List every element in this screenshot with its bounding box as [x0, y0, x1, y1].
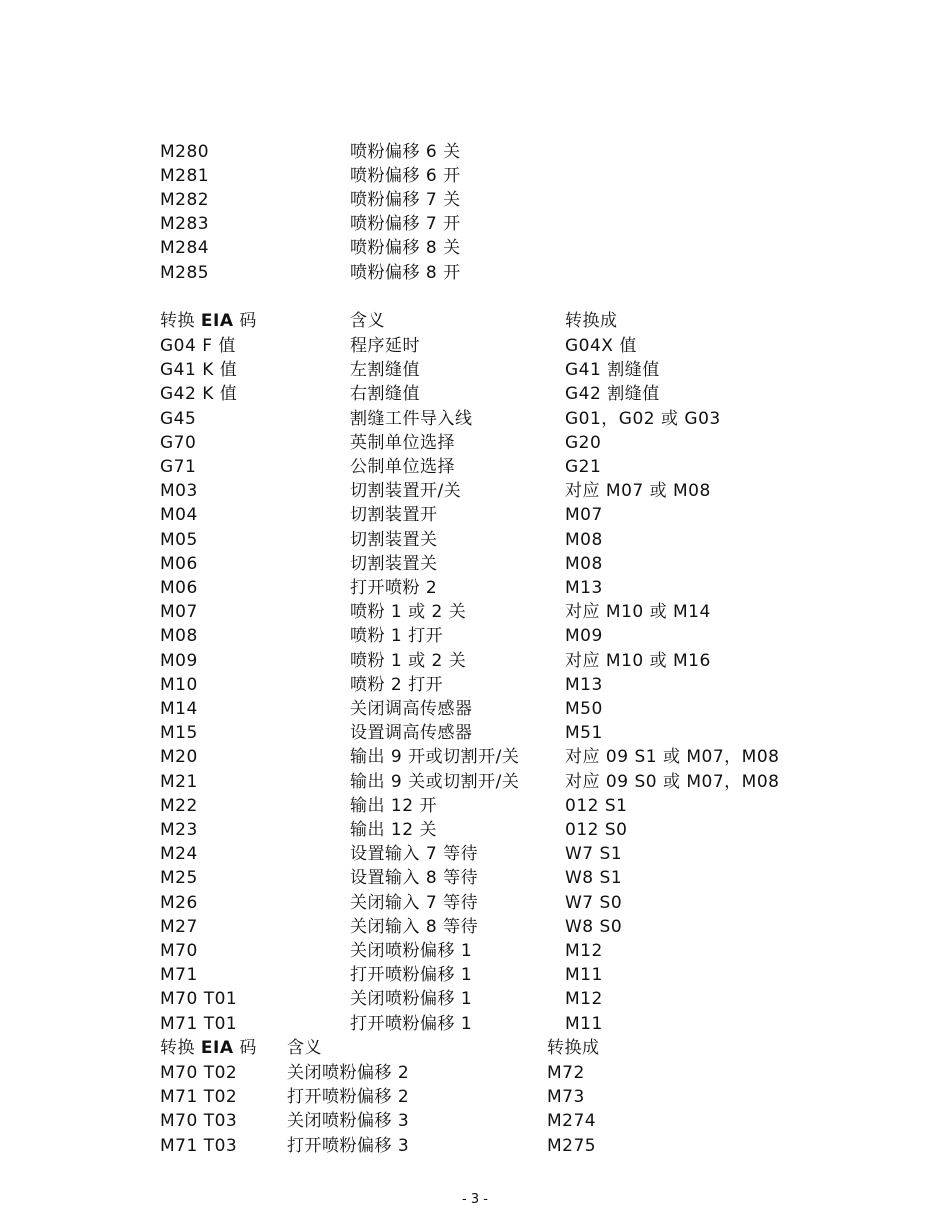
cell-convert: M73 — [547, 1087, 585, 1108]
table-row — [0, 842, 950, 866]
cell-convert: M275 — [547, 1135, 597, 1156]
cell-meaning: 切割装置关 — [350, 553, 438, 574]
table-row — [0, 818, 950, 842]
cell-convert: G01，G02 或 G03 — [565, 408, 721, 429]
table-row — [0, 552, 950, 576]
table-row — [0, 673, 950, 697]
cell-meaning: 输出 9 关或切割开/关 — [350, 771, 520, 792]
cell-convert: M72 — [547, 1063, 585, 1083]
cell-code: M22 — [160, 795, 198, 816]
table-row — [0, 1061, 950, 1085]
cell-code: M21 — [160, 771, 198, 792]
table-row — [0, 528, 950, 552]
cell-code: M06 — [160, 578, 198, 598]
cell-code: M71 — [160, 965, 198, 986]
cell-convert: M13 — [565, 578, 603, 598]
table-row — [0, 600, 950, 624]
cell-meaning: 关闭喷粉偏移 1 — [350, 941, 473, 961]
table-row — [0, 624, 950, 648]
table-row — [0, 576, 950, 600]
cell-meaning: 设置调高传感器 — [350, 723, 473, 744]
cell-code: M07 — [160, 602, 198, 623]
cell-convert: M11 — [565, 1013, 603, 1034]
cell-code: M23 — [160, 820, 198, 840]
cell-code: M283 — [160, 214, 210, 235]
cell-convert: 对应 M10 或 M16 — [565, 650, 711, 671]
cell-meaning: 打开喷粉偏移 1 — [350, 1013, 473, 1034]
cell-code: G04 F 值 — [160, 336, 236, 356]
cell-convert: M08 — [565, 553, 603, 574]
cell-meaning: 打开喷粉 2 — [350, 578, 438, 598]
cell-convert: M07 — [565, 505, 603, 526]
cell-code: M10 — [160, 674, 198, 695]
table-row — [0, 915, 950, 939]
cell-code: M284 — [160, 238, 210, 259]
table-row — [0, 891, 950, 915]
cell-convert: G42 割缝值 — [565, 384, 660, 405]
table-row — [0, 1109, 950, 1133]
table-row — [0, 479, 950, 503]
cell-convert: W7 S0 — [565, 892, 623, 913]
cell-code: G70 — [160, 432, 197, 453]
header-convert: 转换成 — [547, 1038, 600, 1058]
cell-code: M25 — [160, 868, 198, 889]
cell-code: G42 K 值 — [160, 384, 238, 405]
cell-meaning: 左割缝值 — [350, 360, 420, 381]
cell-convert: G04X 值 — [565, 336, 637, 356]
cell-convert: 012 S1 — [565, 795, 628, 816]
table-row — [0, 164, 950, 188]
table-row — [0, 407, 950, 431]
cell-code: M285 — [160, 262, 210, 283]
cell-code: M03 — [160, 481, 198, 502]
cell-meaning: 切割装置关 — [350, 529, 438, 550]
cell-code: M05 — [160, 529, 198, 550]
cell-convert: 012 S0 — [565, 820, 628, 840]
table-row — [0, 431, 950, 455]
cell-meaning: 喷粉 2 打开 — [350, 674, 444, 695]
table-row — [0, 358, 950, 382]
cell-meaning: 喷粉 1 或 2 关 — [350, 602, 467, 623]
table-row — [0, 939, 950, 963]
cell-meaning: 喷粉 1 打开 — [350, 626, 444, 647]
table-row — [0, 1012, 950, 1036]
table-row — [0, 866, 950, 890]
cell-meaning: 喷粉偏移 6 开 — [350, 166, 461, 187]
cell-convert: M274 — [547, 1111, 597, 1132]
cell-meaning: 设置输入 7 等待 — [350, 844, 479, 865]
cell-meaning: 输出 12 关 — [350, 820, 437, 840]
cell-convert: M08 — [565, 529, 603, 550]
cell-meaning: 喷粉偏移 6 关 — [350, 142, 461, 162]
cell-meaning: 喷粉偏移 7 开 — [350, 214, 461, 235]
cell-meaning: 切割装置开 — [350, 505, 438, 526]
table-row — [0, 140, 950, 164]
cell-meaning: 关闭喷粉偏移 3 — [287, 1111, 410, 1132]
table-row — [0, 503, 950, 527]
cell-convert: W8 S1 — [565, 868, 623, 889]
cell-code: M70 — [160, 941, 198, 961]
cell-convert: M11 — [565, 965, 603, 986]
cell-meaning: 关闭喷粉偏移 2 — [287, 1063, 410, 1083]
cell-convert: G20 — [565, 432, 602, 453]
table-row — [0, 236, 950, 260]
table-row — [0, 382, 950, 406]
cell-meaning: 关闭调高传感器 — [350, 699, 473, 719]
cell-meaning: 打开喷粉偏移 1 — [350, 965, 473, 986]
table-row — [0, 987, 950, 1011]
table-header-1 — [0, 309, 950, 333]
table-row — [0, 455, 950, 479]
cell-code: M04 — [160, 505, 198, 526]
cell-convert: M51 — [565, 723, 603, 744]
cell-convert: G21 — [565, 457, 602, 477]
cell-meaning: 公制单位选择 — [350, 457, 455, 477]
cell-convert: 对应 09 S1 或 M07，M08 — [565, 747, 780, 768]
table-row — [0, 697, 950, 721]
cell-meaning: 打开喷粉偏移 3 — [287, 1135, 410, 1156]
table-row — [0, 212, 950, 236]
cell-convert: M50 — [565, 699, 603, 719]
cell-code: M282 — [160, 190, 210, 211]
cell-code: M71 T03 — [160, 1135, 238, 1156]
cell-code: M09 — [160, 650, 198, 671]
cell-meaning: 关闭喷粉偏移 1 — [350, 989, 473, 1010]
table-row — [0, 745, 950, 769]
cell-meaning: 切割装置开/关 — [350, 481, 462, 502]
header-code: 转换 EIA 码 — [160, 311, 257, 331]
table-row — [0, 649, 950, 673]
cell-meaning: 喷粉偏移 8 关 — [350, 238, 461, 259]
table-row — [0, 721, 950, 745]
cell-convert: W8 S0 — [565, 916, 623, 937]
cell-code: M27 — [160, 916, 198, 937]
cell-code: M06 — [160, 553, 198, 574]
table-header-2 — [0, 1036, 950, 1060]
cell-code: M71 T01 — [160, 1013, 238, 1034]
cell-code: M71 T02 — [160, 1087, 238, 1108]
cell-code: M26 — [160, 892, 198, 913]
cell-code: M280 — [160, 142, 210, 162]
cell-meaning: 打开喷粉偏移 2 — [287, 1087, 410, 1108]
cell-convert: M12 — [565, 941, 603, 961]
table-row — [0, 261, 950, 285]
table-row — [0, 770, 950, 794]
table-row — [0, 794, 950, 818]
cell-meaning: 喷粉偏移 7 关 — [350, 190, 461, 211]
page-number: - 3 - — [462, 1192, 488, 1207]
cell-meaning: 右割缝值 — [350, 384, 420, 405]
cell-code: G71 — [160, 457, 197, 477]
cell-meaning: 输出 9 开或切割开/关 — [350, 747, 520, 768]
cell-convert: 对应 M10 或 M14 — [565, 602, 711, 623]
cell-code: M20 — [160, 747, 198, 768]
cell-code: G41 K 值 — [160, 360, 238, 381]
cell-meaning: 程序延时 — [350, 336, 420, 356]
cell-meaning: 关闭输入 8 等待 — [350, 916, 479, 937]
cell-meaning: 割缝工件导入线 — [350, 408, 473, 429]
cell-convert: M13 — [565, 674, 603, 695]
cell-meaning: 喷粉偏移 8 开 — [350, 262, 461, 283]
cell-convert: W7 S1 — [565, 844, 623, 865]
cell-convert: 对应 09 S0 或 M07，M08 — [565, 771, 780, 792]
cell-code: M08 — [160, 626, 198, 647]
cell-code: M14 — [160, 699, 198, 719]
cell-meaning: 关闭输入 7 等待 — [350, 892, 479, 913]
cell-convert: 对应 M07 或 M08 — [565, 481, 711, 502]
cell-code: M15 — [160, 723, 198, 744]
cell-code: M70 T02 — [160, 1063, 238, 1083]
header-code: 转换 EIA 码 — [160, 1038, 257, 1058]
cell-meaning: 英制单位选择 — [350, 432, 455, 453]
table-row — [0, 1134, 950, 1158]
table-row — [0, 963, 950, 987]
cell-code: M281 — [160, 166, 210, 187]
cell-code: M70 T03 — [160, 1111, 238, 1132]
cell-convert: G41 割缝值 — [565, 360, 660, 381]
header-convert: 转换成 — [565, 311, 618, 331]
header-meaning: 含义 — [350, 311, 385, 331]
cell-convert: M09 — [565, 626, 603, 647]
cell-meaning: 输出 12 开 — [350, 795, 437, 816]
cell-code: G45 — [160, 408, 197, 429]
header-meaning: 含义 — [287, 1038, 322, 1058]
cell-meaning: 喷粉 1 或 2 关 — [350, 650, 467, 671]
cell-convert: M12 — [565, 989, 603, 1010]
table-row — [0, 1085, 950, 1109]
table-row — [0, 188, 950, 212]
table-row — [0, 334, 950, 358]
cell-code: M24 — [160, 844, 198, 865]
cell-code: M70 T01 — [160, 989, 238, 1010]
cell-meaning: 设置输入 8 等待 — [350, 868, 479, 889]
